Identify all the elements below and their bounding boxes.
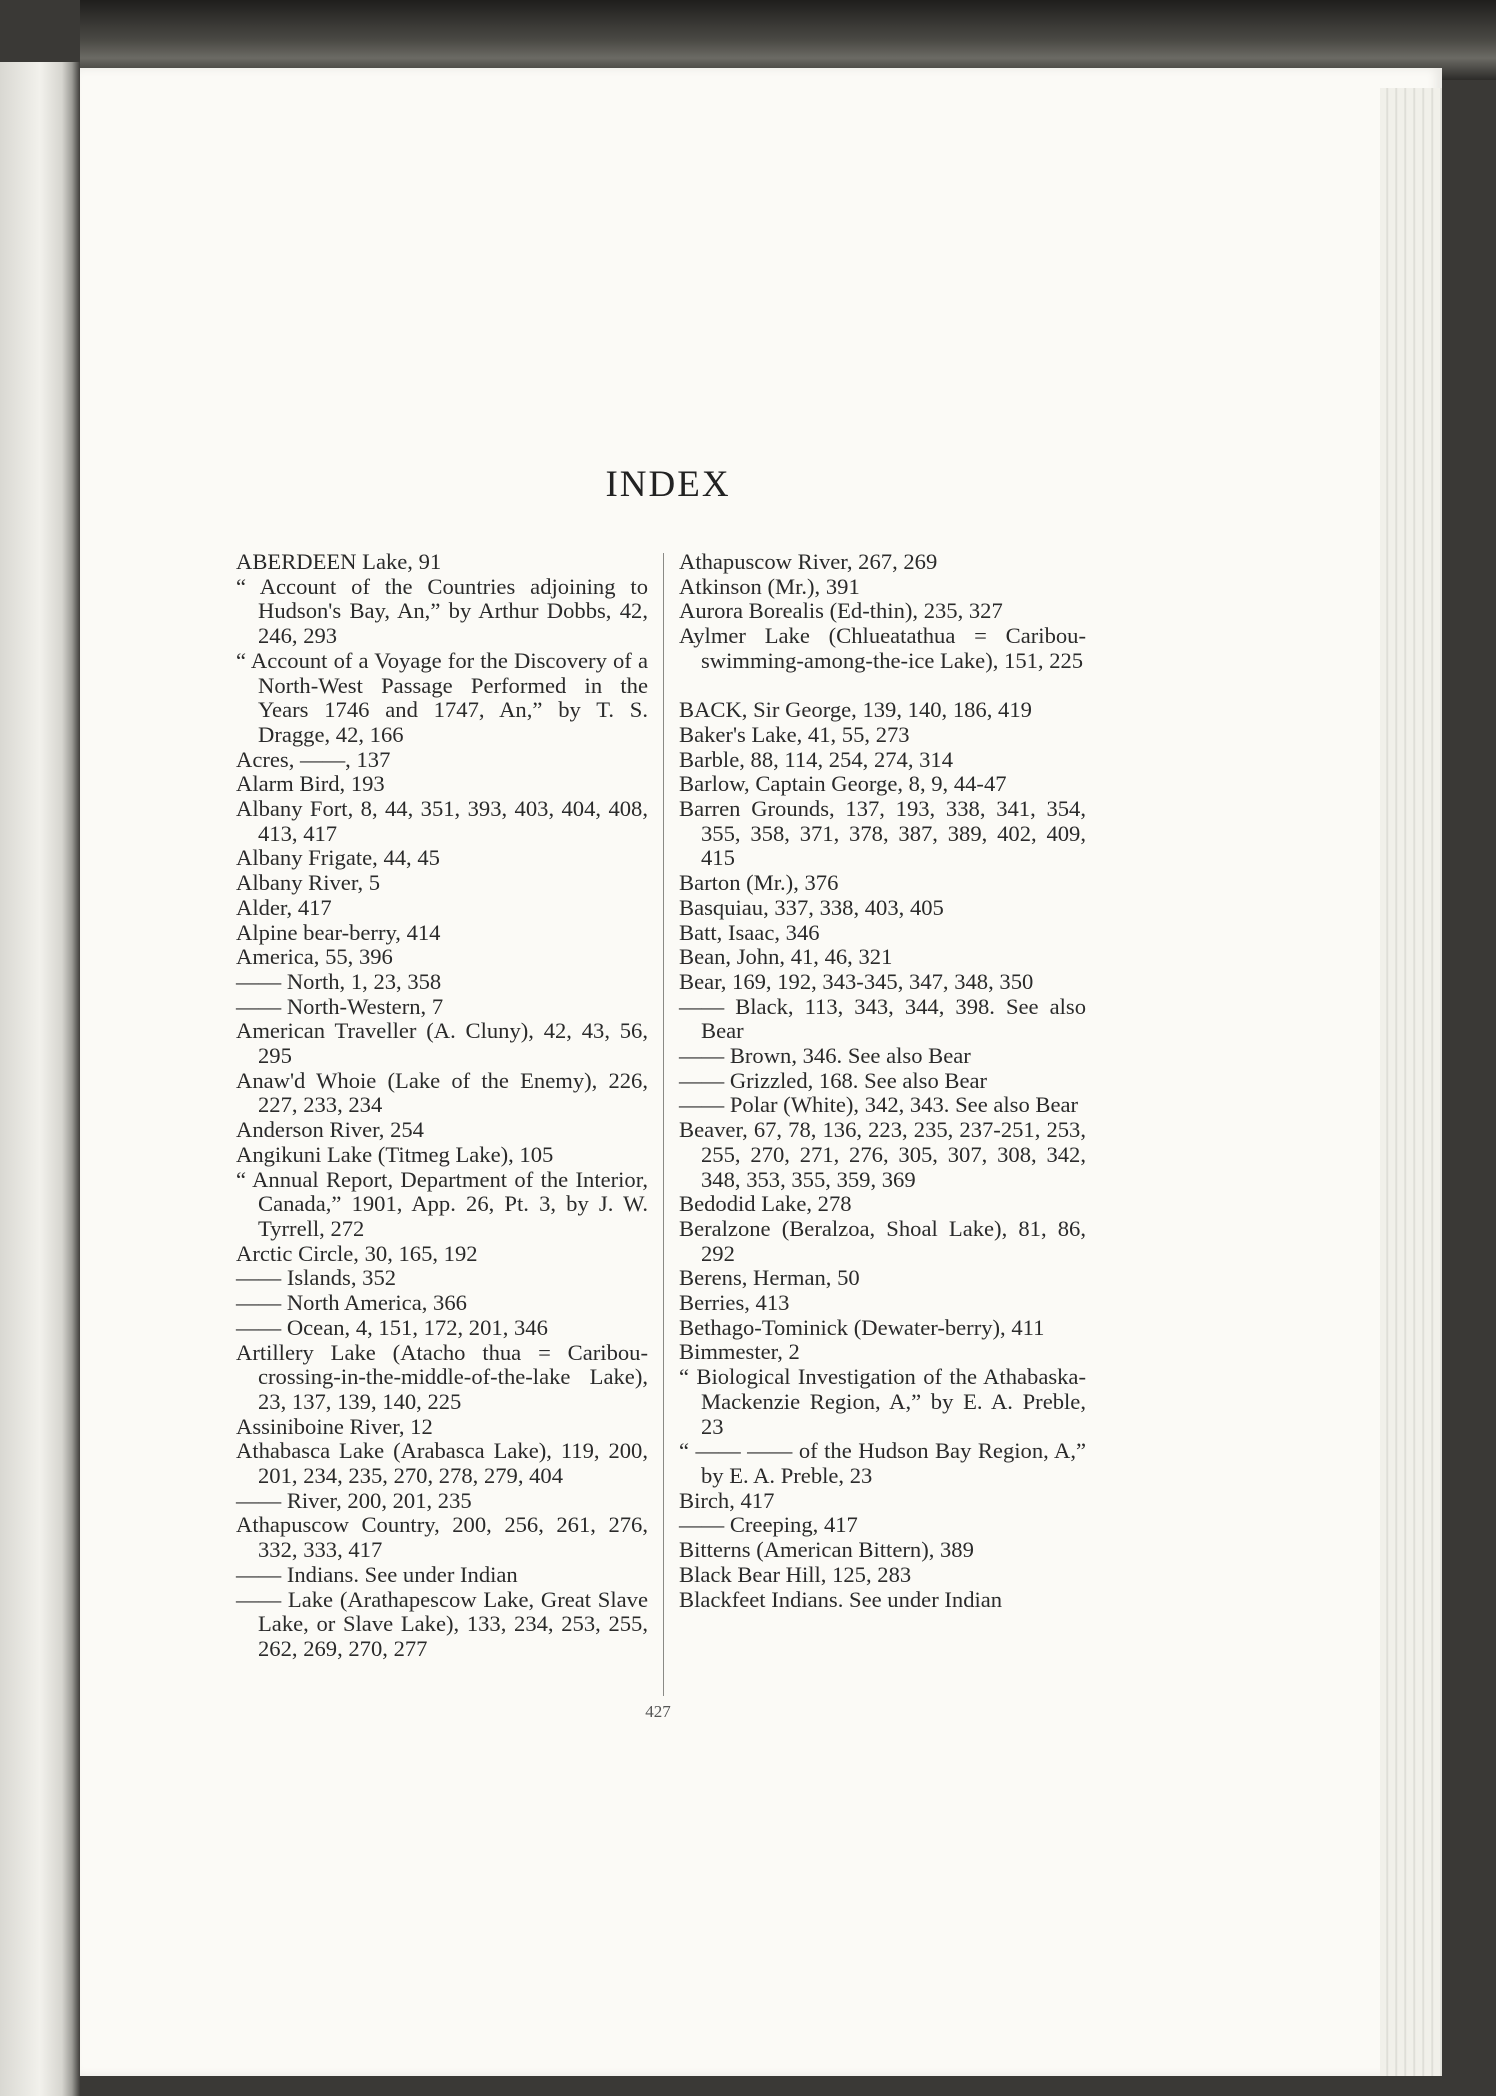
index-entry: Anderson River, 254	[236, 1117, 424, 1143]
index-entry: Basquiau, 337, 338, 403, 405	[679, 894, 944, 920]
index-subentry: —— Polar (White), 342, 343. See also Bear	[679, 1092, 1079, 1118]
section-gap	[679, 674, 1086, 699]
index-entry: ABERDEEN Lake, 91	[236, 549, 442, 574]
index-entry: Aylmer Lake (Chlueatathua = Caribou-swimming-among-the-ice Lake), 151, 225	[679, 623, 1086, 673]
index-entry: “ —— —— of the Hudson Bay Region, A,” by E. A. Preble, 23	[679, 1438, 1086, 1488]
index-entry: Bethago-Tominick (Dewater-berry), 411	[679, 1314, 1045, 1340]
index-entry: Albany River, 5	[236, 870, 381, 896]
index-entry: Beralzone (Beralzoa, Shoal Lake), 81, 86, 292	[679, 1215, 1086, 1266]
index-entry: Berries, 413	[679, 1290, 790, 1316]
index-entry: Atkinson (Mr.), 391	[679, 573, 860, 599]
index-entry: Artillery Lake (Atacho thua = Caribou-crossing-in-the-middle-of-the-lake Lake), 23, 137, 139, 140, 225	[236, 1339, 648, 1414]
index-entry: Blackfeet Indians. See under Indian	[679, 1586, 1003, 1612]
index-column-left	[236, 550, 648, 1662]
index-subentry: —— Brown, 346. See also Bear	[679, 1043, 971, 1069]
index-entry: American Traveller (A. Cluny), 42, 43, 56, 295	[236, 1018, 648, 1069]
index-column-right	[679, 550, 1086, 1612]
index-subentry: —— Grizzled, 168. See also Bear	[679, 1067, 988, 1093]
page-block-edge	[1380, 88, 1442, 2076]
index-subentry: —— Lake (Arathapescow Lake, Great Slave Lake, or Slave Lake), 133, 234, 253, 255, 262, 269, 270, 277	[236, 1586, 648, 1661]
index-subentry: —— Black, 113, 343, 344, 398. See also Bear	[679, 993, 1086, 1044]
index-entry: Acres, ——, 137	[236, 746, 391, 772]
index-entry: Barton (Mr.), 376	[679, 870, 839, 896]
index-entry: Bean, John, 41, 46, 321	[679, 944, 893, 970]
index-subentry: —— North, 1, 23, 358	[236, 968, 442, 994]
index-entry: Alder, 417	[236, 894, 332, 920]
index-entry: Berens, Herman, 50	[679, 1265, 860, 1291]
index-entry: Bedodid Lake, 278	[679, 1191, 852, 1217]
index-entry: Arctic Circle, 30, 165, 192	[236, 1240, 478, 1266]
page-number: 427	[645, 1702, 671, 1721]
index-entry: Barren Grounds, 137, 193, 338, 341, 354, 355, 358, 371, 378, 387, 389, 402, 409, 415	[679, 796, 1086, 871]
index-entry: Albany Fort, 8, 44, 351, 393, 403, 404, 408, 413, 417	[236, 796, 648, 846]
index-entry: Athabasca Lake (Arabasca Lake), 119, 200, 201, 234, 235, 270, 278, 279, 404	[236, 1438, 648, 1489]
column-rule	[663, 553, 664, 1696]
index-subentry: —— North-Western, 7	[236, 993, 444, 1019]
index-entry: Birch, 417	[679, 1487, 775, 1513]
index-subentry: —— Creeping, 417	[679, 1512, 858, 1538]
index-entry: Bimmester, 2	[679, 1339, 800, 1365]
index-subentry: —— Islands, 352	[236, 1265, 397, 1291]
index-entry: America, 55, 396	[236, 944, 393, 970]
index-entry: “ Annual Report, Department of the Interior, Canada,” 1901, App. 26, Pt. 3, by J. W. Tyrrell, 272	[236, 1166, 648, 1241]
index-entry: “ Account of a Voyage for the Discovery of a North-West Passage Performed in the Years 1746 and 1747, An,” by T. S. Dragge, 42, 166	[236, 647, 648, 747]
index-entry: Albany Frigate, 44, 45	[236, 845, 440, 871]
index-entry: Bear, 169, 192, 343-345, 347, 348, 350	[679, 968, 1034, 994]
index-subentry: —— Ocean, 4, 151, 172, 201, 346	[236, 1314, 548, 1340]
index-entry: Angikuni Lake (Titmeg Lake), 105	[236, 1141, 554, 1167]
index-entry: BACK, Sir George, 139, 140, 186, 419	[679, 697, 1032, 723]
index-entry: Anaw'd Whoie (Lake of the Enemy), 226, 227, 233, 234	[236, 1067, 648, 1118]
index-entry: Baker's Lake, 41, 55, 273	[679, 721, 910, 747]
page-title: INDEX	[605, 464, 731, 505]
facing-page-edge	[0, 62, 80, 2096]
index-entry: Alarm Bird, 193	[236, 771, 385, 797]
index-entry: Black Bear Hill, 125, 283	[679, 1561, 912, 1587]
index-entry: “ Biological Investigation of the Athabaska-Mackenzie Region, A,” by E. A. Preble, 23	[679, 1364, 1086, 1439]
index-entry: Aurora Borealis (Ed-thin), 235, 327	[679, 598, 1003, 624]
index-entry: Barble, 88, 114, 254, 274, 314	[679, 746, 954, 772]
index-subentry: —— River, 200, 201, 235	[236, 1487, 472, 1513]
index-entry: Athapuscow River, 267, 269	[679, 549, 938, 574]
index-subentry: —— Indians. See under Indian	[236, 1561, 518, 1587]
index-entry: Barlow, Captain George, 8, 9, 44-47	[679, 771, 1007, 797]
index-entry: Athapuscow Country, 200, 256, 261, 276, 332, 333, 417	[236, 1512, 648, 1563]
index-entry: “ Account of the Countries adjoining to Hudson's Bay, An,” by Arthur Dobbs, 42, 246, 293	[236, 573, 648, 649]
index-entry: Beaver, 67, 78, 136, 223, 235, 237-251, 253, 255, 270, 271, 276, 305, 307, 308, 342, 348, 353, 355, 359, 369	[679, 1117, 1086, 1192]
index-entry: Assiniboine River, 12	[236, 1413, 433, 1439]
index-entry: Bitterns (American Bittern), 389	[679, 1537, 974, 1563]
index-entry: Alpine bear-berry, 414	[236, 919, 441, 945]
index-entry: Batt, Isaac, 346	[679, 919, 820, 945]
index-subentry: —— North America, 366	[236, 1290, 467, 1316]
